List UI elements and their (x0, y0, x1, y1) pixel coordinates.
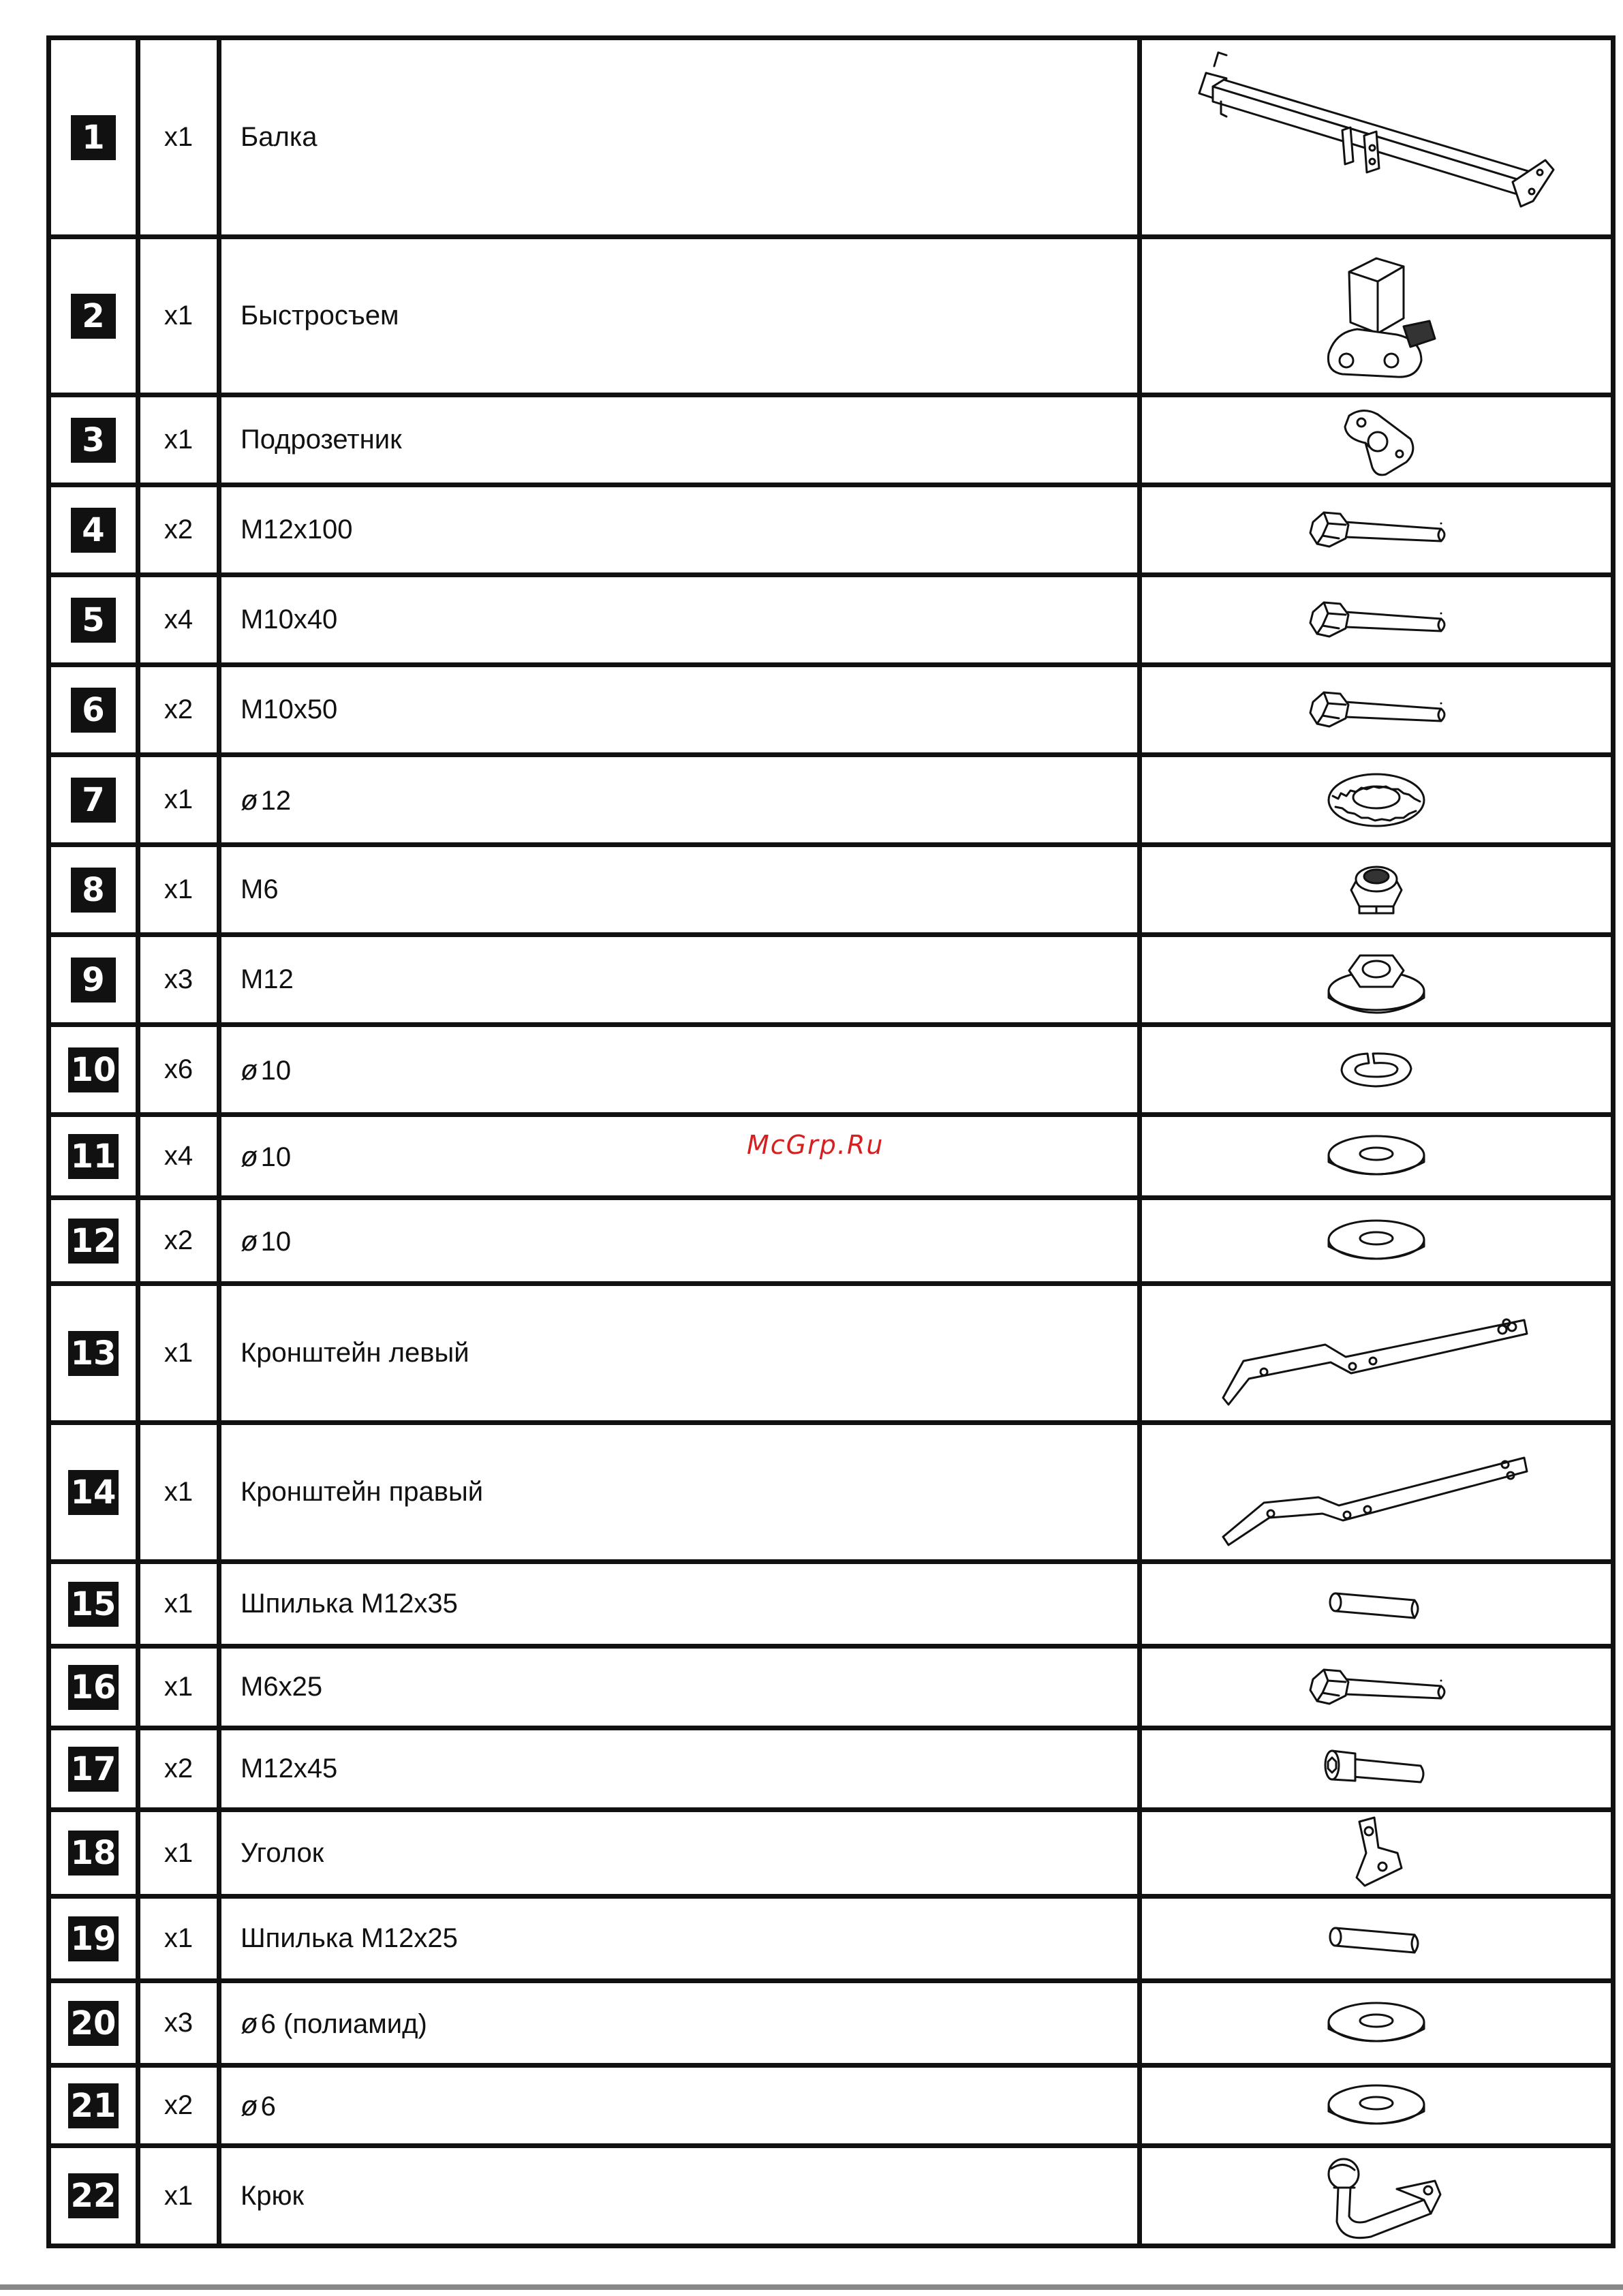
part-row (49, 1647, 1613, 1728)
part-number-cell (49, 38, 138, 237)
flat-washer-icon (1322, 2017, 1431, 2029)
part-name: Шпилька M12x25 (241, 1923, 458, 1953)
part-number-cell (49, 1198, 138, 1284)
stud-icon (1322, 1598, 1431, 1610)
part-name: Балка (241, 122, 318, 152)
part-quantity: x1 (138, 2146, 219, 2246)
part-name: M12x100 (241, 515, 353, 545)
part-name: Крюк (241, 2180, 305, 2211)
part-number-badge: 18 (68, 1831, 119, 1876)
part-quantity: x1 (138, 1284, 219, 1423)
part-number-badge: 9 (71, 958, 116, 1002)
split-spring-washer-icon (1332, 1064, 1421, 1075)
part-row (49, 1728, 1613, 1810)
part-number-cell (49, 1284, 138, 1423)
part-number-cell (49, 1115, 138, 1198)
part-name-cell (219, 237, 1140, 395)
part-name: M6 (241, 874, 279, 904)
part-row (49, 1981, 1613, 2066)
part-name: Подрозетник (241, 425, 402, 455)
part-quantity: x4 (138, 1115, 219, 1198)
part-name-cell (219, 485, 1140, 575)
part-illustration-cell (1140, 1198, 1613, 1284)
part-name-cell (219, 395, 1140, 485)
part-illustration-cell (1140, 237, 1613, 395)
part-number-cell (49, 1025, 138, 1115)
part-name-cell (219, 1647, 1140, 1728)
part-name: 10 (260, 1142, 292, 1172)
part-number-badge: 7 (71, 778, 116, 823)
part-row (49, 1810, 1613, 1897)
part-name-cell (219, 1562, 1140, 1647)
part-illustration-cell (1140, 395, 1613, 485)
part-quantity: x1 (138, 755, 219, 845)
part-illustration-cell (1140, 1728, 1613, 1810)
part-name-cell (219, 1728, 1140, 1810)
flat-washer-icon (1322, 1150, 1431, 1162)
part-number-badge: 15 (68, 1582, 119, 1627)
part-number-badge: 5 (71, 598, 116, 643)
part-name-cell (219, 1115, 1140, 1198)
part-name-cell (219, 2146, 1140, 2246)
part-row (49, 395, 1613, 485)
part-name-cell (219, 1810, 1140, 1897)
part-quantity: x1 (138, 1647, 219, 1728)
part-number-cell (49, 935, 138, 1025)
part-number-badge: 3 (71, 418, 116, 463)
part-number-badge: 14 (68, 1470, 119, 1515)
part-quantity: x3 (138, 1981, 219, 2066)
part-number-cell (49, 1647, 138, 1728)
part-number-badge: 8 (71, 868, 116, 913)
socket-cap-screw-icon (1318, 1763, 1434, 1775)
part-number-cell (49, 1897, 138, 1981)
part-name: 10 (260, 1055, 292, 1086)
part-number-badge: 6 (71, 688, 116, 733)
tow-beam-icon (1172, 132, 1581, 143)
socket-plate-icon (1329, 434, 1424, 446)
watermark: McGrp.Ru (747, 1130, 884, 1160)
part-illustration-cell (1140, 1284, 1613, 1423)
part-name-cell (219, 1198, 1140, 1284)
flat-washer-icon (1322, 1235, 1431, 1246)
hex-bolt-icon (1305, 524, 1448, 536)
part-quantity: x1 (138, 1810, 219, 1897)
part-quantity: x1 (138, 1897, 219, 1981)
part-number-cell (49, 2146, 138, 2246)
part-row (49, 485, 1613, 575)
part-quantity: x1 (138, 845, 219, 935)
part-number-badge: 12 (68, 1219, 119, 1264)
part-name: M10x50 (241, 694, 338, 724)
part-number-cell (49, 237, 138, 395)
part-number-badge: 21 (68, 2083, 119, 2128)
part-number-badge: 17 (68, 1747, 119, 1792)
part-name-cell (219, 38, 1140, 237)
part-illustration-cell (1140, 1647, 1613, 1728)
page-bottom-rule (0, 2284, 1623, 2290)
part-illustration-cell (1140, 1810, 1613, 1897)
part-number-cell (49, 665, 138, 755)
part-name-cell (219, 1284, 1140, 1423)
part-number-badge: 13 (68, 1331, 119, 1376)
part-number-cell (49, 845, 138, 935)
part-row (49, 935, 1613, 1025)
part-row (49, 2066, 1613, 2146)
part-number-cell (49, 575, 138, 665)
part-illustration-cell (1140, 935, 1613, 1025)
bracket-left-icon (1216, 1347, 1536, 1359)
part-illustration-cell (1140, 755, 1613, 845)
part-illustration-cell (1140, 665, 1613, 755)
diameter-symbol: ø (241, 1053, 258, 1086)
diameter-symbol: ø (241, 2006, 258, 2039)
part-name-cell (219, 1025, 1140, 1115)
part-name: M12 (241, 964, 294, 994)
part-illustration-cell (1140, 485, 1613, 575)
part-quantity: x1 (138, 395, 219, 485)
diameter-symbol: ø (241, 1224, 258, 1257)
part-number-badge: 16 (68, 1665, 119, 1710)
part-number-badge: 20 (68, 2001, 119, 2046)
part-quantity: x2 (138, 2066, 219, 2146)
part-number-badge: 4 (71, 508, 116, 553)
part-number-cell (49, 1423, 138, 1562)
part-number-cell (49, 755, 138, 845)
serrated-lock-washer-icon (1322, 794, 1431, 806)
hex-bolt-icon (1305, 704, 1448, 716)
part-name-cell (219, 2066, 1140, 2146)
part-number-badge: 22 (68, 2173, 119, 2218)
part-name: Кронштейн правый (241, 1477, 484, 1507)
part-number-cell (49, 1562, 138, 1647)
angle-bracket-icon (1339, 1847, 1414, 1858)
part-row (49, 2146, 1613, 2246)
part-quantity: x6 (138, 1025, 219, 1115)
flange-nut-icon (1322, 974, 1431, 985)
part-illustration-cell (1140, 1423, 1613, 1562)
part-row (49, 38, 1613, 237)
part-quantity: x2 (138, 1728, 219, 1810)
part-name: 6 (полиамид) (260, 2008, 427, 2039)
part-name-cell (219, 935, 1140, 1025)
part-quantity: x3 (138, 935, 219, 1025)
part-row (49, 575, 1613, 665)
part-quantity: x1 (138, 38, 219, 237)
part-name: M6x25 (241, 1672, 323, 1702)
part-name: Уголок (241, 1837, 324, 1868)
part-row (49, 755, 1613, 845)
part-name: M12x45 (241, 1754, 338, 1784)
part-name-cell (219, 1423, 1140, 1562)
part-name: Кронштейн левый (241, 1338, 469, 1368)
part-name: Быстросъем (241, 301, 399, 331)
part-number-cell (49, 1728, 138, 1810)
part-name-cell (219, 665, 1140, 755)
part-illustration-cell (1140, 2066, 1613, 2146)
part-name: 10 (260, 1226, 292, 1257)
part-quantity: x2 (138, 485, 219, 575)
part-name: 12 (260, 785, 292, 816)
part-row (49, 1284, 1613, 1423)
diameter-symbol: ø (241, 783, 258, 816)
part-number-cell (49, 1810, 138, 1897)
part-number-badge: 10 (68, 1047, 119, 1092)
part-name-cell (219, 1981, 1140, 2066)
part-number-badge: 1 (71, 115, 116, 160)
part-quantity: x2 (138, 1198, 219, 1284)
part-number-cell (49, 485, 138, 575)
part-quantity: x1 (138, 1423, 219, 1562)
part-illustration-cell (1140, 1562, 1613, 1647)
bracket-right-icon (1216, 1486, 1536, 1498)
part-number-badge: 11 (68, 1134, 119, 1179)
part-number-cell (49, 1981, 138, 2066)
diameter-symbol: ø (241, 1139, 258, 1172)
part-name: M10x40 (241, 604, 338, 634)
part-illustration-cell (1140, 1981, 1613, 2066)
hex-bolt-icon (1305, 614, 1448, 626)
part-row (49, 1025, 1613, 1115)
part-illustration-cell (1140, 1025, 1613, 1115)
part-row (49, 1198, 1613, 1284)
part-row (49, 1423, 1613, 1562)
hex-bolt-icon (1305, 1681, 1448, 1693)
stud-icon (1322, 1933, 1431, 1944)
nylon-lock-nut-icon (1339, 884, 1414, 896)
part-name-cell (219, 575, 1140, 665)
tow-ball-hook-icon (1308, 2190, 1444, 2201)
part-quantity: x4 (138, 575, 219, 665)
part-number-badge: 19 (68, 1916, 119, 1961)
part-name: Шпилька M12x35 (241, 1589, 458, 1619)
part-illustration-cell (1140, 845, 1613, 935)
part-illustration-cell (1140, 2146, 1613, 2246)
part-illustration-cell (1140, 575, 1613, 665)
diameter-symbol: ø (241, 2089, 258, 2122)
part-illustration-cell (1140, 1115, 1613, 1198)
part-quantity: x1 (138, 237, 219, 395)
part-name-cell (219, 1897, 1140, 1981)
part-row (49, 1897, 1613, 1981)
flat-washer-icon (1322, 2100, 1431, 2111)
part-row (49, 237, 1613, 395)
part-number-cell (49, 395, 138, 485)
quick-release-mount-icon (1301, 310, 1451, 322)
part-number-cell (49, 2066, 138, 2146)
part-name-cell (219, 845, 1140, 935)
part-name: 6 (260, 2091, 276, 2122)
part-row (49, 845, 1613, 935)
part-name-cell (219, 755, 1140, 845)
part-number-badge: 2 (71, 294, 116, 339)
part-quantity: x2 (138, 665, 219, 755)
part-row (49, 1562, 1613, 1647)
part-illustration-cell (1140, 1897, 1613, 1981)
part-illustration-cell (1140, 38, 1613, 237)
part-row (49, 665, 1613, 755)
part-quantity: x1 (138, 1562, 219, 1647)
